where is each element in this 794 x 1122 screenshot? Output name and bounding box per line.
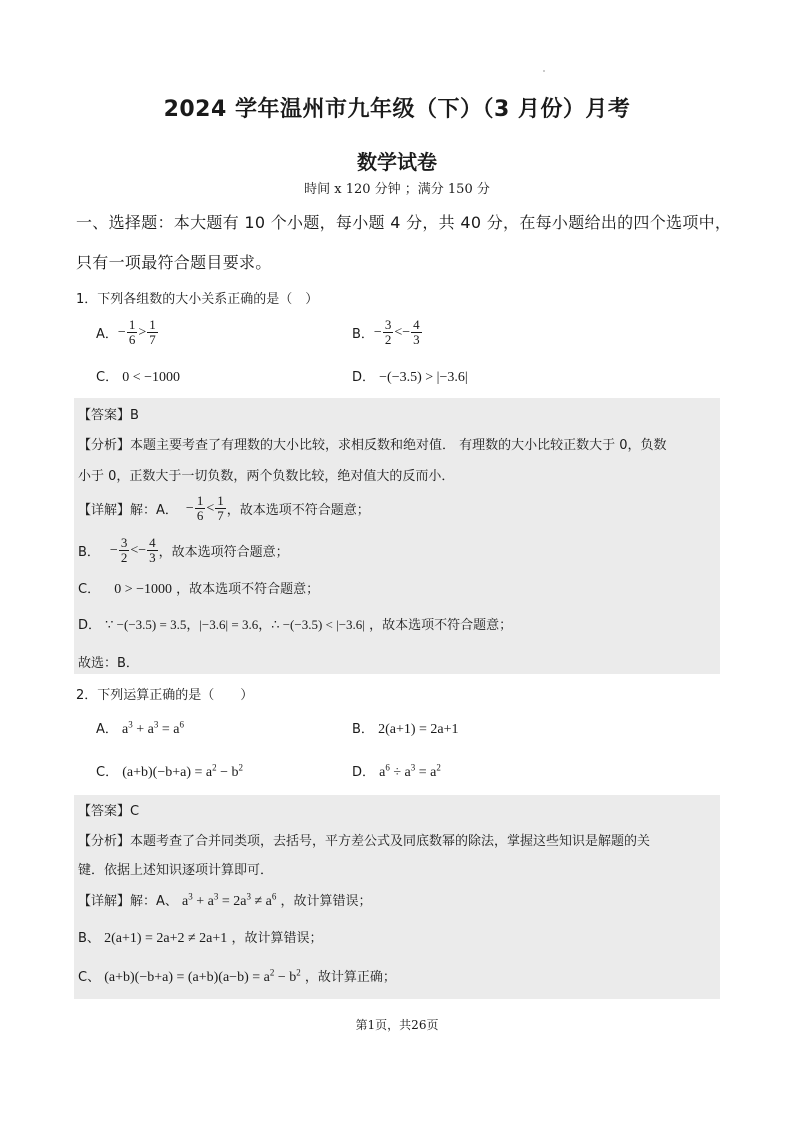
time-score-line: 時间 x 120 分钟 ；满分 150 分 xyxy=(304,182,490,197)
q1-detail-d: D． ∵ −(−3.5) = 3.5，|−3.6| = 3.6，∴ −(−3.5) < |−3.6| ，故本选项不符合题意； xyxy=(78,617,513,633)
fraction: $\frac{1}{7}$ xyxy=(149,317,156,347)
fraction: $\frac{3}{2}$ xyxy=(384,317,392,347)
q1-analysis-line2: 小于 0，正数大于一切负数，两个负数比较，绝对值大的反而小． xyxy=(78,469,455,484)
question-1-stem: 1．下列各组数的大小关系正确的是（ ） xyxy=(76,292,319,307)
q2-analysis-line2: 键．依据上述知识逐项计算即可． xyxy=(78,863,274,878)
option-label: C． xyxy=(96,765,119,780)
q1-detail-a: 【详解】解：A． − $\frac{1}{6}$ < $\frac{1}{7}$ ，故本选项不符合题意； xyxy=(78,493,370,523)
q2-detail-c: C、 $(a+b)(-b+a) = (a+b)(a-b) = a^2 - b^2$ ，故计算正确； xyxy=(78,967,396,985)
fraction: $\frac{1}{6}$ xyxy=(128,317,136,347)
fraction: $\frac{4}{3}$ xyxy=(149,535,156,565)
option-label: D． xyxy=(352,370,376,385)
page-subtitle: 数学试卷 xyxy=(357,150,437,174)
option-label: B． xyxy=(352,722,374,737)
q2-analysis-line1: 【分析】本题考查了合并同类项，去括号，平方差公式及同底数幂的除法，掌握这些知识是解题的关 xyxy=(78,834,651,849)
q1-option-a: A． − $\frac{1}{6}$ > $\frac{1}{7}$ xyxy=(96,317,156,347)
q2-detail-a: 【详解】解：A、 $a^3 + a^3 = 2a^3 \ne a^6$ ，故计算错误； xyxy=(78,891,372,909)
option-label: A． xyxy=(96,327,118,342)
option-label: B． xyxy=(352,327,374,342)
option-label: A． xyxy=(96,722,118,737)
page-title: 2024 学年温州市九年级（下）（3 月份）月考 xyxy=(163,97,631,122)
q1-option-d xyxy=(352,366,468,386)
scan-speck xyxy=(543,70,545,72)
q2-detail-b: B、 2(a+1) = 2a+2 ≠ 2a+1 ，故计算错误； xyxy=(78,931,323,946)
option-math: −(−3.5) > |−3.6| xyxy=(379,370,468,385)
q1-detail-c: C． 0 > −1000 ，故本选项不符合题意； xyxy=(78,582,320,597)
q1-analysis-line1: 【分析】本题主要考查了有理数的大小比较，求相反数和绝对值． 有理数的大小比较正数大于 0，负数 xyxy=(78,438,667,453)
fraction: $\frac{1}{6}$ xyxy=(196,493,204,523)
fraction: $\frac{3}{2}$ xyxy=(120,535,128,565)
q1-choose: 故选：B． xyxy=(78,656,139,671)
q2-option-c: C． $(a+b)(-b+a) = a^2 - b^2$ xyxy=(96,762,243,780)
question-2-stem: 2．下列运算正确的是（ ） xyxy=(76,688,254,703)
page-number: 第1页，共26页 xyxy=(355,1018,439,1032)
option-math: 0 < −1000 xyxy=(122,370,181,385)
section-heading-line1: 一、选择题：本大题有 10 个小题，每小题 4 分，共 40 分，在每小题给出的四个选项中， xyxy=(76,213,732,232)
section-heading-line2: 只有一项最符合题目要求。 xyxy=(76,253,272,272)
q2-answer: 【答案】C xyxy=(78,804,140,819)
option-label: D． xyxy=(352,765,376,780)
q2-option-b: B． 2(a+1) = 2a+1 xyxy=(352,722,459,737)
q1-detail-b: B． − $\frac{3}{2}$ <− $\frac{4}{3}$ ，故本选项符合题意； xyxy=(78,535,289,565)
q2-option-d: D． $a^6 \div a^3 = a^2$ xyxy=(352,762,441,780)
q1-option-b: B． − $\frac{3}{2}$ < − $\frac{4}{3}$ xyxy=(352,317,420,347)
option-label: C． xyxy=(96,370,119,385)
q2-option-a: A． $a^3 + a^3 = a^6$ xyxy=(96,719,184,737)
fraction: $\frac{4}{3}$ xyxy=(413,317,420,347)
q1-option-c xyxy=(96,366,180,386)
fraction: $\frac{1}{7}$ xyxy=(217,493,224,523)
q1-answer: 【答案】B xyxy=(78,408,139,423)
